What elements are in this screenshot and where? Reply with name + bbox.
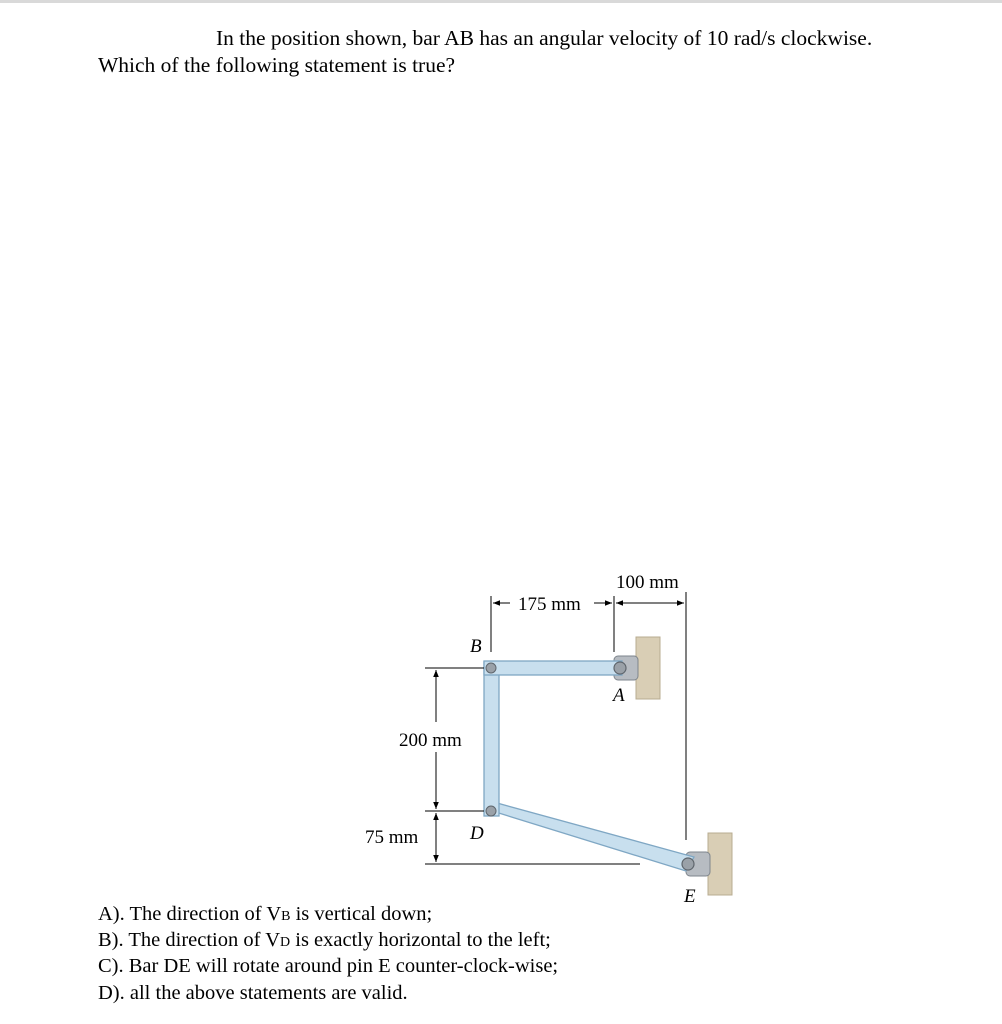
- dim-label-75: 75 mm: [365, 827, 419, 848]
- label-b: B: [470, 636, 482, 657]
- bar-de: [489, 803, 694, 871]
- dim-label-175: 175 mm: [518, 594, 581, 615]
- option-c: C). Bar DE will rotate around pin E counter-clock-wise;: [98, 955, 559, 977]
- support-e: [708, 833, 732, 895]
- dim-label-100: 100 mm: [616, 572, 679, 593]
- label-e: E: [684, 886, 696, 907]
- question-line-2: Which of the following statement is true?: [98, 53, 456, 77]
- option-a: A). The direction of VB is vertical down;: [98, 903, 433, 925]
- bar-ab: [484, 661, 622, 675]
- support-a: [636, 637, 660, 699]
- label-d: D: [470, 823, 484, 844]
- label-a: A: [613, 685, 625, 706]
- option-d: D). all the above statements are valid.: [98, 982, 408, 1004]
- pin-a: [614, 662, 626, 674]
- pin-b: [486, 663, 496, 673]
- question-line-1: In the position shown, bar AB has an angular velocity of 10 rad/s clockwise.: [216, 26, 873, 50]
- dim-label-200: 200 mm: [399, 730, 462, 751]
- pin-e: [682, 858, 694, 870]
- option-b: B). The direction of VD is exactly horizontal to the left;: [98, 929, 551, 951]
- pin-d: [486, 806, 496, 816]
- bar-bd: [484, 662, 499, 816]
